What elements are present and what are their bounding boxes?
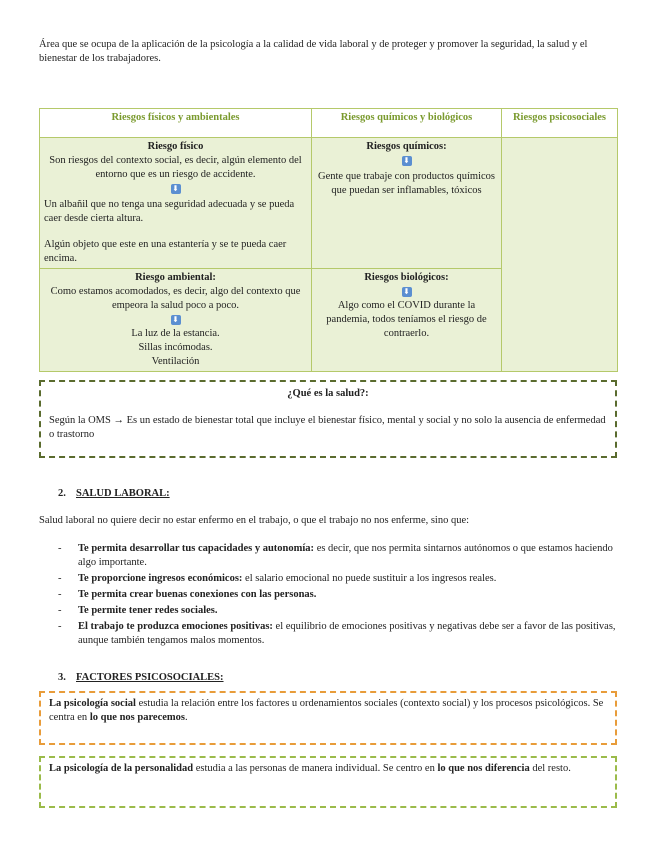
list-item-text: el salario emocional no puede sustituir a los ingresos reales. xyxy=(242,573,497,584)
list-item-text: es decir, que nos permita sintarnos autónomos o que estamos haciendo algo importante. xyxy=(78,543,613,568)
cell-riesgo-fisico xyxy=(40,138,312,269)
cell-psicosociales xyxy=(502,138,618,372)
section2-heading xyxy=(58,487,170,501)
section2-title: SALUD LABORAL: xyxy=(76,488,170,499)
salud-laboral-list xyxy=(58,542,618,650)
salud-box-text: Según la OMS → Es un estado de bienestar total que incluye el bienestar físico, mental y social y no solo la ausencia de enfermedad o trastorno xyxy=(49,415,606,440)
psicologia-personalidad-box xyxy=(39,756,617,808)
list-item xyxy=(58,620,618,648)
header-psicosociales: Riesgos psicosociales xyxy=(502,109,618,138)
riesgo-fisico-ex1: Un albañil que no tenga una seguridad adecuada y se pueda caer desde cierta altura. xyxy=(44,199,295,224)
psicologia-social-box xyxy=(39,691,617,745)
list-item xyxy=(58,588,618,602)
arrow-down-icon: ⬇ xyxy=(172,315,179,324)
box1-bold2: lo que nos parecemos xyxy=(89,712,185,723)
list-item xyxy=(58,542,618,570)
cell-riesgo-quimico xyxy=(312,138,502,269)
section2-number: 2. xyxy=(58,488,66,499)
salud-box xyxy=(39,380,617,458)
cell-riesgo-biologico xyxy=(312,269,502,372)
cell-riesgo-ambiental xyxy=(40,269,312,372)
riesgo-biologico-title: Riesgos biológicos: xyxy=(364,272,449,283)
box2-bold1: La psicología de la personalidad xyxy=(49,763,194,774)
ambiental-item: Ventilación xyxy=(151,356,200,367)
list-item xyxy=(58,572,618,586)
list-item xyxy=(58,604,618,618)
riesgo-ambiental-title: Riesgo ambiental: xyxy=(135,272,216,283)
list-item-bold: Te permite tener redes sociales. xyxy=(78,605,218,616)
riesgo-quimico-title: Riesgos químicos: xyxy=(366,141,447,152)
box1-text2: . xyxy=(185,712,188,723)
section3-title: FACTORES PSICOSOCIALES: xyxy=(76,672,224,683)
box1-text1: estudia la relación entre los factores u ordenamientos sociales (contexto social) y los procesos psicológicos. Se centra en xyxy=(49,698,604,723)
intro-paragraph: Área que se ocupa de la aplicación de la psicología a la calidad de vida laboral y de proteger y promover la seguridad, la salud y el bienestar de los trabajadores. xyxy=(39,39,588,64)
riesgo-fisico-desc: Son riesgos del contexto social, es decir, algún elemento del entorno que es un riesgo de accidente. xyxy=(49,155,302,180)
box2-text1: estudia a las personas de manera individual. Se centro en xyxy=(193,763,438,774)
risks-table xyxy=(39,108,618,372)
ambiental-item: Sillas incómodas. xyxy=(138,342,213,353)
riesgo-biologico-desc: Algo como el COVID durante la pandemia, todos teníamos el riesgo de contraerlo. xyxy=(326,300,487,339)
section3-heading xyxy=(58,671,224,685)
ambiental-item: La luz de la estancia. xyxy=(131,328,220,339)
section3-number: 3. xyxy=(58,672,66,683)
header-quimicos: Riesgos químicos y biológicos xyxy=(312,109,502,138)
riesgo-fisico-ex2: Algún objeto que este en una estantería y se te pueda caer encima. xyxy=(44,239,287,264)
box2-bold2: lo que nos diferencia xyxy=(437,763,530,774)
arrow-down-icon: ⬇ xyxy=(403,156,410,165)
arrow-down-icon: ⬇ xyxy=(172,184,179,193)
riesgo-fisico-title: Riesgo físico xyxy=(147,141,204,152)
box2-text2: del resto. xyxy=(529,763,571,774)
list-item-bold: Te permita crear buenas conexiones con las personas. xyxy=(78,589,317,600)
salud-box-title: ¿Qué es la salud?: xyxy=(287,388,369,399)
riesgo-ambiental-desc: Como estamos acomodados, es decir, algo del contexto que empeora la salud poco a poco. xyxy=(50,286,301,311)
section2-intro: Salud laboral no quiere decir no estar enfermo en el trabajo, o que el trabajo no nos enferme, sino que: xyxy=(39,515,470,526)
list-item-bold: Te permita desarrollar tus capacidades y autonomía: xyxy=(78,543,315,554)
header-fisicos: Riesgos físicos y ambientales xyxy=(40,109,312,138)
list-item-bold: Te proporcione ingresos económicos: xyxy=(78,573,243,584)
riesgo-quimico-desc: Gente que trabaje con productos químicos que puedan ser inflamables, tóxicos xyxy=(318,171,495,196)
list-item-bold: El trabajo te produzca emociones positivas: xyxy=(78,621,273,632)
list-item-text: el equilibrio de emociones positivas y negativas debe ser a favor de las positivas, aunque también tengamos malos momentos. xyxy=(78,621,616,646)
arrow-down-icon: ⬇ xyxy=(403,287,410,296)
box1-bold1: La psicología social xyxy=(49,698,136,709)
